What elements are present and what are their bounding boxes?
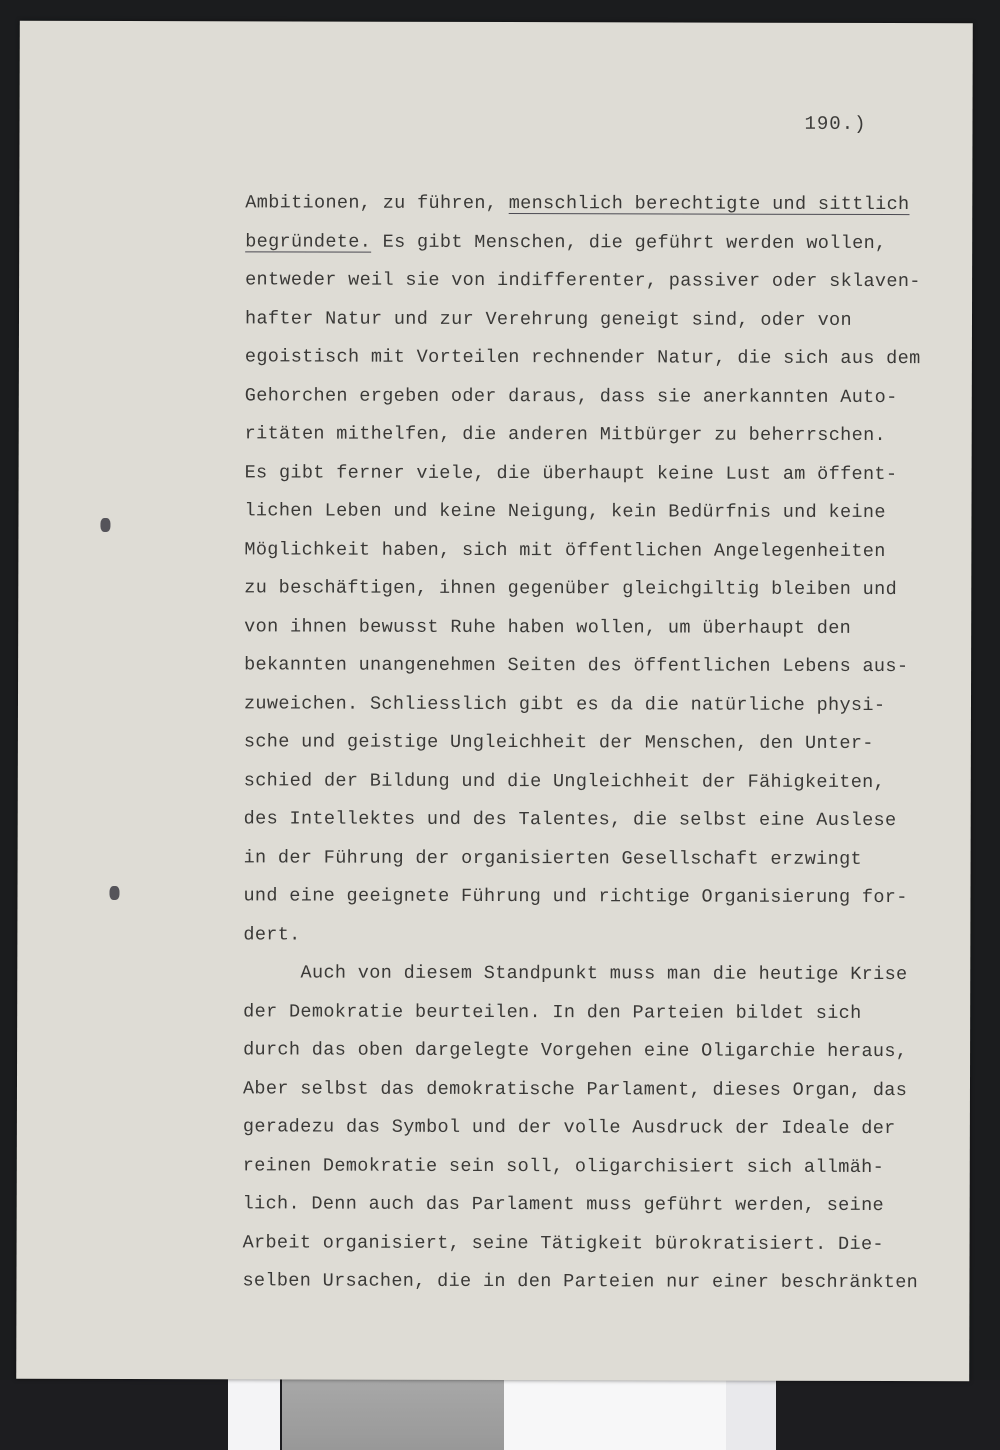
- text-line: begründete. Es gibt Menschen, die geführt werden wollen,: [245, 230, 887, 254]
- text-line: reinen Demokratie sein soll, oligarchisiert sich allmäh-: [242, 1154, 885, 1178]
- text-line: des Intellektes und des Talentes, die selbst eine Auslese: [243, 808, 897, 832]
- punch-hole-mark: [109, 886, 119, 900]
- underlined-phrase: menschlich berechtigte und sittlich: [508, 193, 910, 216]
- text-line: hafter Natur und zur Verehrung geneigt sind, oder von: [244, 307, 852, 331]
- text-line: Ambitionen, zu führen, menschlich berechtigte und sittlich: [245, 192, 910, 216]
- text-line: lich. Denn auch das Parlament muss geführt werden, seine: [242, 1193, 885, 1217]
- text-line: bekannten unangenehmen Seiten des öffentlichen Lebens aus-: [244, 654, 909, 678]
- text-line: geradezu das Symbol und der volle Ausdruck der Ideale der: [242, 1116, 896, 1140]
- text-line: egoistisch mit Vorteilen rechnender Natur, die sich aus dem: [244, 346, 921, 370]
- text-line: Gehorchen ergeben oder daraus, dass sie anerkannten Auto-: [244, 384, 898, 408]
- underlined-phrase: begründete.: [245, 230, 372, 253]
- text-line: selben Ursachen, die in den Parteien nur einer beschränkten: [242, 1270, 919, 1294]
- text-line: in der Führung der organisierten Gesellschaft erzwingt: [243, 846, 863, 870]
- text-line: lichen Leben und keine Neigung, kein Bedürfnis und keine: [244, 500, 886, 524]
- text-line: dert.: [243, 923, 301, 945]
- typewritten-page: [16, 21, 973, 1381]
- text-line: schied der Bildung und die Ungleichheit der Fähigkeiten,: [243, 769, 886, 793]
- text-line: durch das oben dargelegte Vorgehen eine Oligarchie heraus,: [243, 1039, 908, 1063]
- calibration-card-left: [228, 1375, 280, 1450]
- text-line: Möglichkeit haben, sich mit öffentlichen Angelegenheiten: [244, 538, 886, 562]
- text-line: zu beschäftigen, ihnen gegenüber gleichgiltig bleiben und: [244, 577, 898, 601]
- text-line: entweder weil sie von indifferenter, passiver oder sklaven-: [245, 269, 921, 293]
- text-line: und eine geeignete Führung und richtige Organisierung for-: [243, 885, 908, 909]
- text-line: von ihnen bewusst Ruhe haben wollen, um überhaupt den: [244, 615, 852, 639]
- calibration-card-gray: [282, 1375, 504, 1450]
- text-line: Arbeit organisiert, seine Tätigkeit bürokratisiert. Die-: [242, 1231, 884, 1255]
- text-line: sche und geistige Ungleichheit der Menschen, den Unter-: [243, 731, 874, 754]
- text-line: zuweichen. Schliesslich gibt es da die natürliche physi-: [243, 692, 886, 716]
- page-number: 190.): [804, 112, 867, 135]
- body-text: [242, 184, 965, 1302]
- text-line: Es gibt ferner viele, die überhaupt keine Lust am öffent-: [244, 461, 898, 485]
- text-line: ritäten mithelfen, die anderen Mitbürger zu beherrschen.: [244, 423, 887, 447]
- text-line: Aber selbst das demokratische Parlament, dieses Organ, das: [242, 1077, 908, 1101]
- calibration-card-right: [726, 1375, 776, 1450]
- punch-hole-mark: [100, 518, 110, 532]
- text-line: der Demokratie beurteilen. In den Parteien bildet sich: [243, 1000, 862, 1024]
- calibration-card-white: [504, 1375, 726, 1450]
- paragraph-start-line: Auch von diesem Standpunkt muss man die heutige Krise: [243, 962, 908, 986]
